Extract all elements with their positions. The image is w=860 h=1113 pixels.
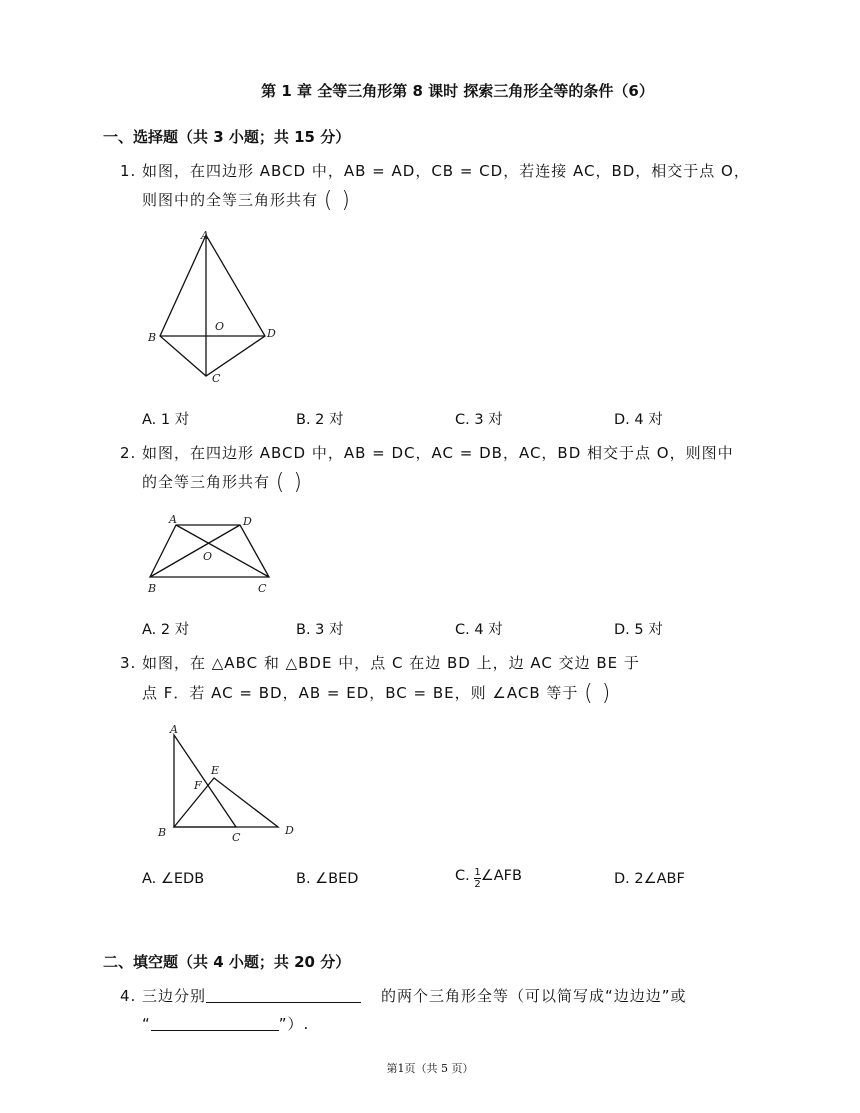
label-c: C (212, 372, 221, 385)
q3-option-d[interactable]: D. 2∠ABF (614, 871, 685, 887)
q2-option-c[interactable]: C. 4 对 (455, 622, 503, 638)
answer-blank-1[interactable] (206, 988, 361, 1003)
label-f: F (194, 779, 202, 792)
label-b: B (158, 826, 167, 839)
triangle-bde (174, 778, 278, 827)
q2-option-a[interactable]: A. 2 对 (142, 622, 190, 638)
kite-outline (160, 235, 265, 376)
question-text: 则图中的全等三角形共有 (142, 191, 319, 209)
answer-parentheses: ( ) (584, 681, 612, 706)
section-heading-choice: 一、选择题（共 3 小题；共 15 分） (103, 128, 351, 146)
question-1-line-1 (120, 160, 750, 181)
page-title: 第 1 章 全等三角形第 8 课时 探索三角形全等的条件（6） (261, 82, 654, 100)
question-1-line-2 (142, 188, 351, 213)
label-a: A (169, 513, 177, 526)
label-a: A (170, 723, 178, 736)
label-b: B (148, 582, 157, 595)
q1-option-b[interactable]: B. 2 对 (296, 412, 344, 428)
page-footer: 第1页（共 5 页） (386, 1062, 474, 1075)
q1-option-a[interactable]: A. 1 对 (142, 412, 190, 428)
question-text: 点 F．若 AC = BD，AB = ED，BC = BE，则 ∠ACB 等于 (142, 684, 579, 702)
question-3-line-1 (120, 652, 640, 673)
label-d: D (285, 824, 294, 837)
option-letter: C. (455, 868, 470, 884)
question-number: 1. (120, 162, 137, 180)
label-d: D (267, 327, 276, 340)
question-number: 3. (120, 654, 137, 672)
question-text: 三边分别 (142, 987, 207, 1005)
question-text: 的全等三角形共有 (142, 473, 271, 491)
question-number: 2. (120, 444, 137, 462)
question-3-line-2 (142, 681, 611, 706)
question-number: 4. (120, 987, 137, 1005)
figure-q2-trapezoid (140, 508, 285, 598)
question-4-line-1 (120, 985, 687, 1006)
answer-parentheses: ( ) (275, 470, 303, 495)
label-d: D (243, 515, 252, 528)
answer-parentheses: ( ) (323, 188, 351, 213)
option-text: ∠AFB (480, 868, 522, 884)
figure-q3-triangles (150, 718, 310, 848)
q1-option-c[interactable]: C. 3 对 (455, 412, 503, 428)
question-text: 如图，在四边形 ABCD 中，AB = AD，CB = CD，若连接 AC，BD，相交于点 O， (142, 162, 750, 180)
q3-option-c[interactable] (455, 867, 522, 890)
question-text: 如图，在 △ABC 和 △BDE 中，点 C 在边 BD 上，边 AC 交边 BE 于 (142, 654, 640, 672)
q2-option-d[interactable]: D. 5 对 (614, 622, 663, 638)
label-o: O (203, 550, 213, 563)
q3-option-b[interactable]: B. ∠BED (296, 871, 359, 887)
question-text: 如图，在四边形 ABCD 中，AB = DC，AC = DB，AC，BD 相交于点 O，则图中 (142, 444, 734, 462)
question-2-line-2 (142, 470, 303, 495)
question-4-line-2: “ ”）. (142, 1015, 310, 1033)
question-text: 的两个三角形全等（可以简写成“边边边”或 (381, 987, 687, 1005)
figure-q1-kite (140, 225, 290, 390)
label-e: E (211, 764, 220, 777)
q1-option-d[interactable]: D. 4 对 (614, 412, 663, 428)
section-heading-fill-blank: 二、填空题（共 4 小题；共 20 分） (103, 953, 351, 971)
triangle-abc (174, 735, 236, 827)
label-o: O (215, 320, 225, 333)
question-2-line-1 (120, 442, 734, 463)
label-b: B (148, 331, 157, 344)
label-a: A (201, 229, 209, 242)
fraction-one-half: $\frac{1}{2}$ (474, 867, 481, 890)
label-c: C (232, 831, 241, 844)
answer-blank-2[interactable] (151, 1016, 279, 1031)
label-c: C (258, 582, 267, 595)
q3-option-a[interactable]: A. ∠EDB (142, 871, 205, 887)
q2-option-b[interactable]: B. 3 对 (296, 622, 344, 638)
